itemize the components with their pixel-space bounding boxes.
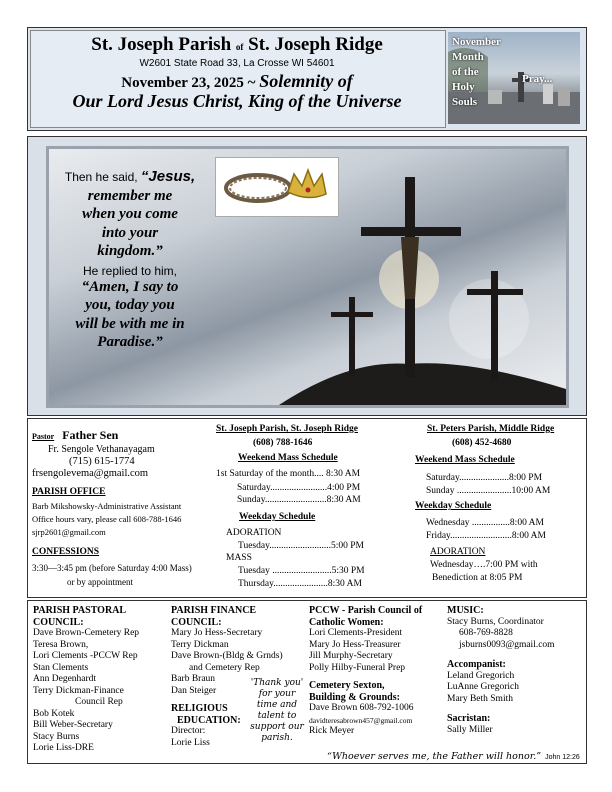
stpeters-title: St. Peters Parish, Middle Ridge [427, 424, 555, 434]
council-member: Dave Brown-Cemetery Rep [33, 628, 140, 638]
stjoseph-weekend-3: Sunday..........................8:30 AM [237, 495, 361, 505]
religious-title: RELIGIOUS [171, 703, 228, 714]
pastoral-title: COUNCIL: [33, 616, 84, 628]
quote-line: remember me [87, 187, 173, 204]
photo-caption-2: Month [452, 51, 484, 63]
stjoseph-mass: MASS [226, 553, 252, 563]
music-phone: 608-769-8828 [459, 628, 513, 638]
thank-line: parish. [261, 733, 293, 743]
office-email: sjrp2601@gmail.com [32, 527, 106, 537]
crowns-icon [216, 158, 338, 216]
quote-line: will be with me in [75, 315, 185, 332]
quote-line: you, today you [85, 297, 175, 313]
council-member: Mary Jo Hess-Treasurer [309, 639, 401, 650]
sexton-title: Building & Grounds: [309, 691, 400, 703]
pastor-block [32, 426, 118, 444]
stjoseph-phone: (608) 788-1646 [253, 438, 313, 448]
cemetery-sexton [309, 680, 413, 738]
pccw-council [309, 605, 422, 674]
stjoseph-weekend-title: Weekend Mass Schedule [238, 453, 338, 463]
stpeters-weekday-1: Wednesday ................8:00 AM [426, 518, 544, 528]
religious-title: EDUCATION: [177, 714, 241, 726]
stpeters-weekend-2: Sunday .......................10:00 AM [426, 486, 551, 496]
stpeters-adoration: ADORATION [430, 547, 486, 557]
council-member: and Cemetery Rep [189, 662, 260, 673]
stpeters-weekend-1: Saturday.....................8:00 PM [426, 473, 543, 483]
quote-line: “Amen, I say to [81, 278, 179, 295]
pastor-full-name: Fr. Sengole Vethanayagam [48, 444, 155, 455]
council-member: Barb Braun [171, 674, 216, 684]
thank-line: talent to [257, 711, 297, 721]
council-member: Lori Clements -PCCW Rep [33, 651, 138, 661]
footer-scripture [327, 746, 580, 764]
thank-you-note [247, 678, 307, 744]
confessions-time: 3:30—3:45 pm (before Saturday 4:00 Mass) [32, 563, 192, 573]
stjoseph-mass-2: Thursday.......................8:30 AM [238, 579, 362, 589]
stpeters-benediction: Benediction at 8:05 PM [432, 573, 523, 583]
office-line: Office hours vary, please call 608-788-1646 [32, 514, 182, 524]
council-member: Bob Kotek [33, 708, 75, 719]
council-member: Jill Murphy-Secretary [309, 651, 393, 661]
stjoseph-weekend-1: 1st Saturday of the month.... 8:30 AM [216, 469, 361, 479]
religious-education [171, 703, 241, 749]
thank-line: for your [258, 689, 296, 699]
council-member: Ann Degenhardt [33, 674, 97, 684]
stjoseph-mass-1: Tuesday .........................5:30 PM [238, 566, 365, 576]
thank-line: support our [250, 722, 304, 732]
confessions-title: CONFESSIONS [32, 547, 100, 557]
stpeters-weekday-title: Weekday Schedule [415, 501, 492, 511]
scripture-quote [54, 156, 206, 394]
sexton-email: davidteresabrown457@gmail.com [309, 715, 413, 725]
director-name: Lorie Liss [171, 737, 210, 748]
quote-line: kingdom.” [97, 243, 163, 259]
crowns-inset-image [215, 157, 339, 217]
pastor-name: Father Sen [62, 428, 119, 442]
sexton-name: Rick Meyer [309, 726, 355, 736]
photo-caption-5: Souls [452, 96, 478, 108]
parish-name: St. Joseph Parish of St. Joseph Ridge [91, 34, 383, 55]
council-member: Teresa Brown, [33, 639, 89, 650]
music-coordinator: Stacy Burns, Coordinator [447, 616, 544, 627]
council-member: Lori Clements-President [309, 628, 403, 638]
photo-caption-pray: Pray... [522, 73, 553, 85]
stpeters-weekday-2: Friday..........................8:00 AM [426, 531, 546, 541]
parish-office-title: PARISH OFFICE [32, 487, 106, 497]
music-email: jsburns0093@gmail.com [459, 639, 555, 650]
pastoral-council [33, 605, 139, 755]
thank-line: 'Thank you' [250, 678, 304, 688]
council-member: Lorie Liss-DRE [33, 743, 94, 753]
footer-quote: “Whoever serves me, the Father will honor.” [327, 751, 542, 762]
council-member: Dan Steiger [171, 685, 217, 696]
council-member: Council Rep [75, 697, 123, 707]
music-title: MUSIC: [447, 605, 484, 616]
accompanist-name: Mary Beth Smith [447, 693, 513, 704]
quote-line: Paradise.” [97, 334, 163, 350]
photo-caption-3: of the [452, 66, 479, 78]
stpeters-phone: (608) 452-4680 [452, 438, 512, 448]
stjoseph-adoration: ADORATION [226, 528, 282, 538]
photo-caption-4: Holy [452, 81, 475, 93]
council-member: Polly Hilby-Funeral Prep [309, 662, 406, 673]
council-member: Stan Clements [33, 662, 89, 673]
holy-souls-photo [448, 32, 580, 124]
pccw-title: Catholic Women: [309, 616, 384, 628]
accompanist-name: Leland Gregorich [447, 670, 515, 681]
footer-reference: John 12:26 [545, 754, 580, 761]
parish-address: W2601 State Road 33, La Crosse WI 54601 [139, 58, 335, 69]
council-member: Bill Weber-Secretary [33, 720, 113, 730]
council-member: Terry Dickman [171, 639, 229, 650]
director-label: Director: [171, 726, 206, 736]
quote-intro: Then he said, “Jesus, [64, 168, 196, 185]
council-member: Mary Jo Hess-Secretary [171, 628, 263, 638]
bulletin-date: November 23, 2025 ~ Solemnity of [121, 71, 353, 91]
pastor-label: Pastor [32, 432, 55, 441]
feast-title: Our Lord Jesus Christ, King of the Universe [72, 91, 402, 111]
pastor-phone: (715) 615-1774 [69, 456, 135, 467]
sexton-contact: Dave Brown 608-792-1006 [309, 703, 414, 713]
thank-line: time and [256, 700, 298, 710]
photo-caption-1: November [452, 36, 501, 48]
sacristan-title: Sacristan: [447, 713, 491, 724]
council-member: Stacy Burns [33, 731, 80, 742]
stpeters-adoration-time: Wednesday….7:00 PM with [430, 560, 538, 570]
quote-line: when you come [82, 206, 178, 222]
quote-line: into your [101, 224, 159, 241]
confessions-appointment: or by appointment [67, 577, 133, 587]
council-member: Terry Dickman-Finance [33, 685, 124, 696]
stpeters-weekend-title: Weekend Mass Schedule [415, 455, 515, 465]
stjoseph-weekend-2: Saturday........................4:00 PM [237, 483, 361, 493]
stjoseph-title: St. Joseph Parish, St. Joseph Ridge [216, 424, 358, 434]
sacristan-name: Sally Miller [447, 724, 493, 735]
quote-replied: He replied to him, [82, 263, 178, 278]
sexton-title: Cemetery Sexton, [309, 680, 385, 691]
stjoseph-weekday-title: Weekday Schedule [239, 512, 316, 522]
pastoral-title: PARISH PASTORAL [33, 605, 127, 616]
accompanist-title: Accompanist: [447, 659, 506, 670]
council-member: Dave Brown-(Bldg & Grnds) [171, 651, 283, 661]
pastor-email: frsengolevema@gmail.com [32, 468, 149, 479]
finance-title: COUNCIL: [171, 616, 222, 628]
pccw-title: PCCW - Parish Council of [309, 605, 423, 616]
music-ministry [447, 605, 555, 736]
stjoseph-adoration-time: Tuesday..........................5:00 PM [238, 541, 364, 551]
accompanist-name: LuAnne Gregorich [447, 682, 520, 692]
finance-title: PARISH FINANCE [171, 605, 257, 616]
office-line: Barb Mikshowsky-Administrative Assistant [32, 501, 182, 511]
